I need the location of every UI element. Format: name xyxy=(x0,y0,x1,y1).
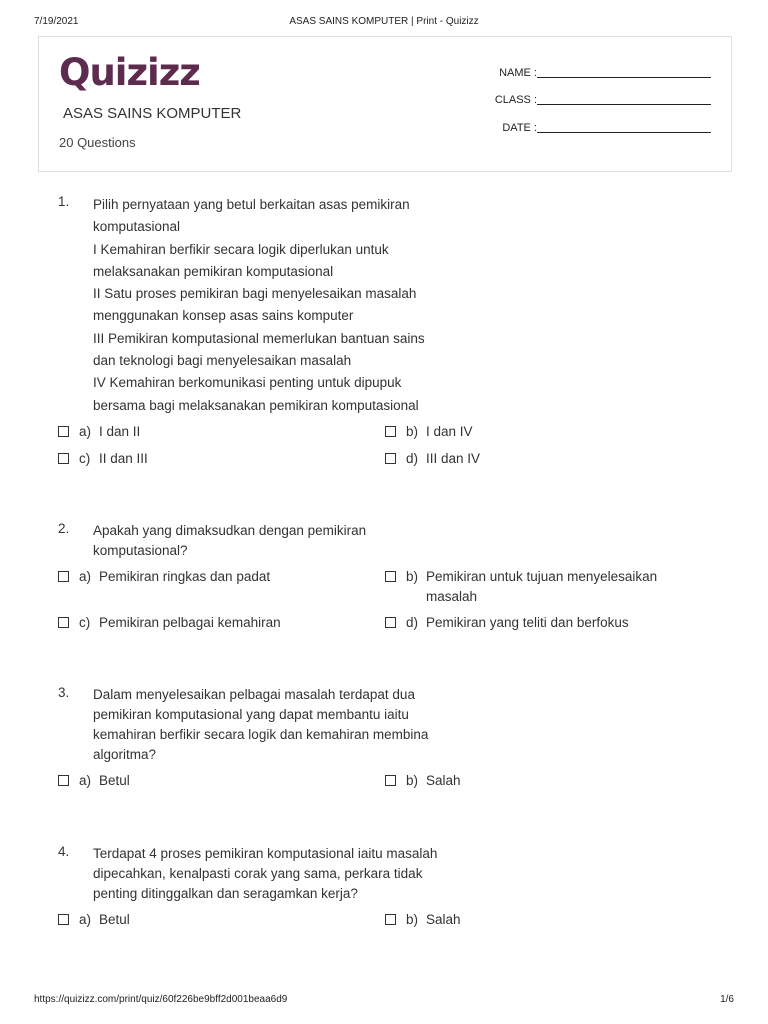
page-url: https://quizizz.com/print/quiz/60f226be9bff2d001beaa6d9 xyxy=(34,994,288,1005)
date-label: DATE : xyxy=(502,122,537,134)
checkbox[interactable] xyxy=(58,426,69,437)
option-text: Salah xyxy=(426,773,461,788)
question-stem: Dalam menyelesaikan pelbagai masalah terdapat dua pemikiran komputasional yang dapat membantu iaitu kemahiran berfikir secara logik dan kemahiran membina algoritma? xyxy=(93,687,429,762)
checkbox[interactable] xyxy=(58,775,69,786)
date-field xyxy=(469,122,719,138)
option-text: Pemikiran yang teliti dan berfokus xyxy=(426,615,629,630)
name-line xyxy=(537,77,711,78)
question-stem: Pilih pernyataan yang betul berkaitan asas pemikiran komputasional I Kemahiran berfikir secara logik diperlukan untuk melaksanakan pemikiran komputasional II Satu proses pemikiran bagi menyelesaikan masalah menggunakan konsep asas sains komputer III Pemikiran komputasional memerlukan bantuan sains dan teknologi bagi menyelesaikan masalah IV Kemahiran berkomunikasi penting untuk dipupuk bersama bagi melaksanakan pemikiran komputasional xyxy=(93,197,425,413)
option-letter: a) xyxy=(79,424,92,439)
option-letter: b) xyxy=(406,912,419,927)
option-text: III dan IV xyxy=(426,451,481,466)
option-letter: c) xyxy=(79,451,91,466)
name-label: NAME : xyxy=(499,67,537,79)
option-text: Betul xyxy=(99,773,130,788)
page-number: 1/6 xyxy=(720,994,734,1005)
option-text: I dan IV xyxy=(426,424,473,439)
class-label: CLASS : xyxy=(494,94,537,106)
option-text: Pemikiran ringkas dan padat xyxy=(99,569,271,584)
checkbox[interactable] xyxy=(385,571,396,582)
option-letter: d) xyxy=(406,615,419,630)
option-text: Salah xyxy=(426,912,461,927)
checkbox[interactable] xyxy=(385,617,396,628)
option-letter: d) xyxy=(406,451,419,466)
checkbox[interactable] xyxy=(58,453,69,464)
option-letter: a) xyxy=(79,912,92,927)
option-letter: a) xyxy=(79,773,92,788)
option-letter: a) xyxy=(79,569,92,584)
question-number: 2. xyxy=(58,521,70,536)
option-text: Pemikiran pelbagai kemahiran xyxy=(99,615,281,630)
checkbox[interactable] xyxy=(58,571,69,582)
option-text: I dan II xyxy=(99,424,141,439)
question-number: 4. xyxy=(58,844,70,859)
option-text: Betul xyxy=(99,912,130,927)
name-field xyxy=(469,67,719,83)
print-header xyxy=(0,16,768,30)
quiz-title: ASAS SAINS KOMPUTER xyxy=(63,105,242,122)
checkbox[interactable] xyxy=(385,453,396,464)
date-line xyxy=(537,132,711,133)
print-title: ASAS SAINS KOMPUTER | Print - Quizizz xyxy=(289,16,479,27)
question-number: 1. xyxy=(58,194,70,209)
checkbox[interactable] xyxy=(58,617,69,628)
option-letter: b) xyxy=(406,569,419,584)
checkbox[interactable] xyxy=(385,775,396,786)
option-text: II dan III xyxy=(99,451,148,466)
checkbox[interactable] xyxy=(385,914,396,925)
option-letter: c) xyxy=(79,615,91,630)
question-count: 20 Questions xyxy=(59,135,136,150)
question-number: 3. xyxy=(58,685,70,700)
option-text: Pemikiran untuk tujuan menyelesaikan masalah xyxy=(426,569,658,604)
question-stem: Terdapat 4 proses pemikiran komputasional iaitu masalah dipecahkan, kenalpasti corak yang sama, perkara tidak penting ditinggalkan dan seragamkan kerja? xyxy=(93,846,438,901)
option-letter: b) xyxy=(406,773,419,788)
quiz-header-card xyxy=(38,36,732,172)
question-stem: Apakah yang dimaksudkan dengan pemikiran komputasional? xyxy=(93,523,367,558)
checkbox[interactable] xyxy=(58,914,69,925)
class-line xyxy=(537,104,711,105)
option-letter: b) xyxy=(406,424,419,439)
quizizz-logo: Quizizz xyxy=(59,51,200,94)
print-date: 7/19/2021 xyxy=(34,16,79,27)
checkbox[interactable] xyxy=(385,426,396,437)
class-field xyxy=(469,94,719,110)
